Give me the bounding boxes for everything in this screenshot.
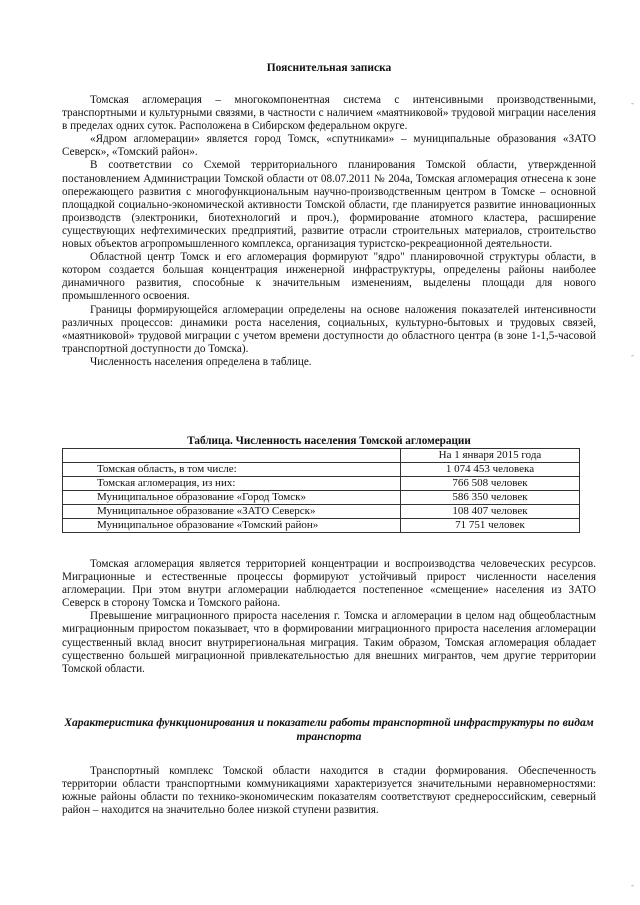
paragraph: Томская агломерация – многокомпонентная система с интенсивными производственными, транспортными и культурными связями, в частности с наличием «маятниковой» трудовой миграции населения в пределах одних суток. Расположена в Сибирском федеральном округе. [62, 94, 596, 133]
table-header-row [63, 449, 580, 463]
scan-mark: - [631, 98, 634, 108]
paragraph: Границы формирующейся агломерации определены на основе наложения показателей интенсивности различных процессов: динамики роста населения, социальных, культурно-бытовых и трудовых связей, «маятниковой» трудовой миграции с учетом времени доступности до областного центра (в зоне 1-1,5-часовой транспортной доступности до Томска). [62, 303, 596, 355]
table-header-cell [63, 449, 401, 463]
table-row [63, 463, 580, 477]
table-row [63, 491, 580, 505]
paragraph: «Ядром агломерации» является город Томск, «спутниками» – муниципальные образования «ЗАТО Северск», «Томский район». [62, 133, 596, 159]
table-row [63, 519, 580, 533]
population-table [62, 448, 580, 533]
transport-section [62, 765, 596, 817]
post-table-section [62, 558, 596, 676]
table-cell-value: 766 508 человек [401, 477, 580, 491]
intro-section [62, 94, 596, 369]
scan-mark: - [631, 350, 634, 360]
table-cell-name: Томская агломерация, из них: [63, 477, 401, 491]
scan-mark: - [631, 880, 634, 890]
table-cell-name: Томская область, в том числе: [63, 463, 401, 477]
table-row [63, 477, 580, 491]
table-cell-value: 1 074 453 человека [401, 463, 580, 477]
table-cell-value: 586 350 человек [401, 491, 580, 505]
paragraph: Областной центр Томск и его агломерация формируют "ядро" планировочной структуры области, в котором создается большая концентрация инженерной инфраструктуры, определены районы наиболее динамичного развития, способные к значительным изменениям, выделены площади для нового промышленного освоения. [62, 251, 596, 303]
table-cell-value: 108 407 человек [401, 505, 580, 519]
paragraph: Превышение миграционного прироста населения г. Томска и агломерации в целом над общеобластным миграционным приростом показывает, что в формировании миграционного прироста населения агломерации существенный вклад вносит внутрирегиональная миграция. Таким образом, Томская агломерация обладает существенно большей миграционной привлекательностью для внешних мигрантов, чем другие территории Томской области. [62, 610, 596, 675]
section-heading: Характеристика функционирования и показатели работы транспортной инфраструктуры по видам транспорта [64, 716, 594, 743]
table-cell-name: Муниципальное образование «ЗАТО Северск» [63, 505, 401, 519]
table-caption: Таблица. Численность населения Томской агломерации [187, 435, 471, 447]
table-cell-value: 71 751 человек [401, 519, 580, 533]
document-title: Пояснительная записка [266, 62, 392, 74]
paragraph: В соответствии со Схемой территориального планирования Томской области, утвержденной постановлением Администрации Томской области от 08.07.2011 № 204а, Томская агломерация отнесена к зоне опережающего развития с многофункциональным научно-производственным центром в Томске – основной площадкой социально-экономической активности Томской области, где планируется развитие инновационных производств (электроники, биотехнологий и проч.), формирование атомного кластера, расширение существующих нефтехимических предприятий, развитие отрасли строительных материалов, строительство новых объектов агропромышленного комплекса, организация туристско-рекреационной деятельности. [62, 159, 596, 251]
table-cell-name: Муниципальное образование «Город Томск» [63, 491, 401, 505]
table-cell-name: Муниципальное образование «Томский район» [63, 519, 401, 533]
paragraph: Томская агломерация является территорией концентрации и воспроизводства человеческих ресурсов. Миграционные и естественные процессы формируют устойчивый прирост численности населения агломерации. При этом внутри агломерации наблюдается постепенное «смещение» населения из ЗАТО Северск в сторону Томска и Томского района. [62, 558, 596, 610]
paragraph: Численность населения определена в таблице. [90, 355, 312, 368]
table-row [63, 505, 580, 519]
paragraph: Транспортный комплекс Томской области находится в стадии формирования. Обеспеченность территории области транспортными коммуникациями характеризуется значительными неравномерностями: южные районы области по технико-экономическим показателям соответствуют среднероссийским, северный район – находится на значительно более низкой ступени развития. [62, 765, 596, 817]
table-header-cell: На 1 января 2015 года [401, 449, 580, 463]
